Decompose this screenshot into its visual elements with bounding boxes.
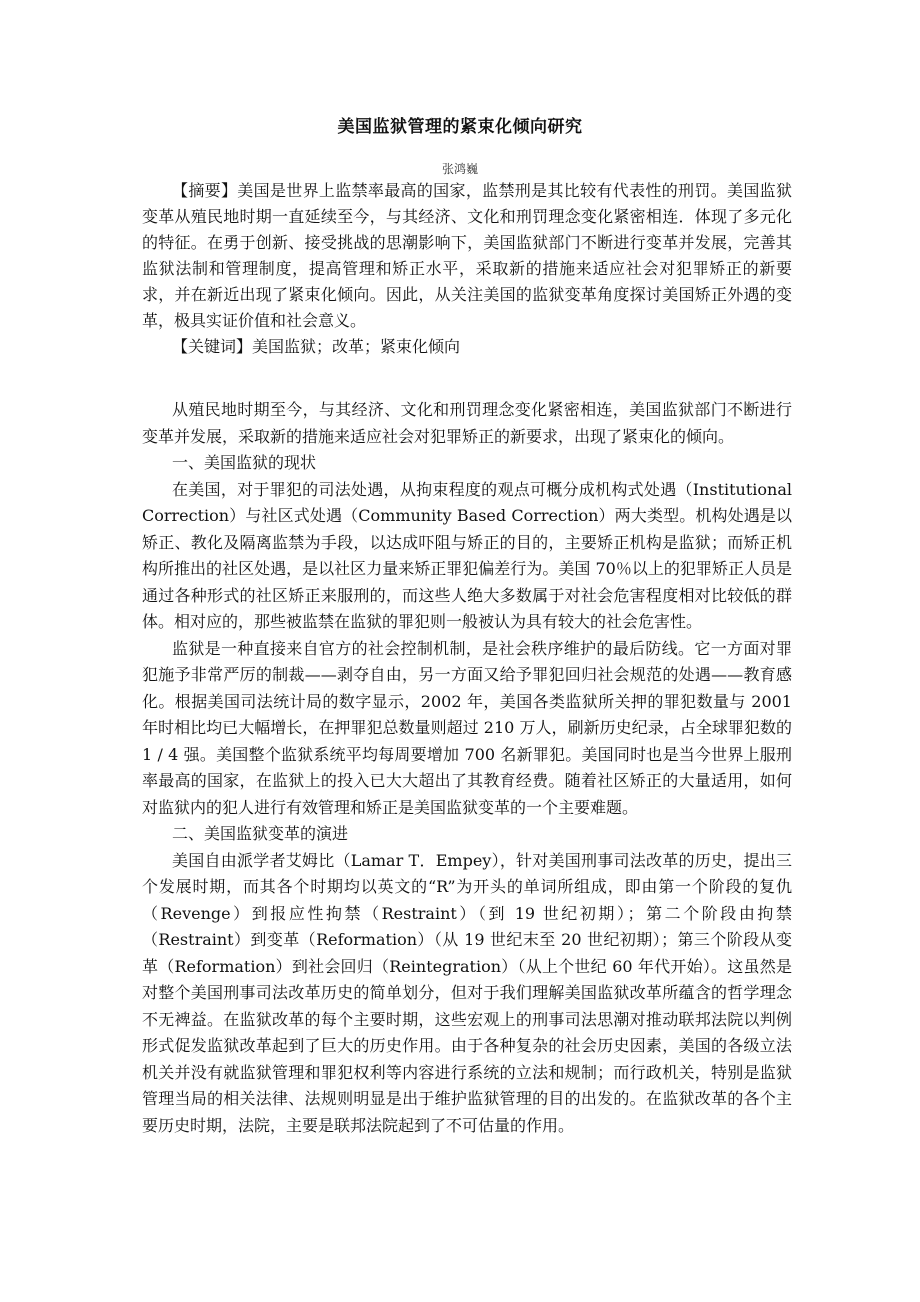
keywords-line: 【关键词】美国监狱；改革；紧束化倾向 [172, 337, 461, 356]
abstract-summary: 【摘要】美国是世界上监禁率最高的国家，监禁刑是其比较有代表性的刑罚。美国监狱变革从殖民地时期一直延续至今，与其经济、文化和刑罚理念变化紧密相连．体现了多元化的特征。在勇于创新、接受挑战的思潮影响下，美国监狱部门不断进行变革并发展，完善其监狱法制和管理制度，提高管理和矫正水平，采取新的措施来适应社会对犯罪矫正的新要求，并在新近出现了紧束化倾向。因此，从关注美国的监狱变革角度探讨美国矫正外遇的变革，极具实证价值和社会意义。 [142, 181, 792, 330]
section1-paragraph-1: 在美国，对于罪犯的司法处遇，从拘束程度的观点可概分成机构式处遇（Institutional Correction）与社区式处遇（Community Based Correction）两大类型。机构处遇是以矫正、教化及隔离监禁为手段，以达成吓阻与矫正的目的，主要矫正机构是监狱；而矫正机构所推出的社区处遇，是以社区力量来矫正罪犯偏差行为。美国 70％以上的犯罪矫正人员是通过各种形式的社区矫正来服刑的，而这些人绝大多数属于对社会危害程度相对比较低的群体。相对应的，那些被监禁在监狱的罪犯则一般被认为具有较大的社会危害性。 [142, 479, 792, 631]
section1-paragraph-2: 监狱是一种直接来自官方的社会控制机制，是社会秩序维护的最后防线。它一方面对罪犯施予非常严厉的制裁——剥夺自由，另一方面又给予罪犯回归社会规范的处遇——教育感化。根据美国司法统计局的数字显示，2002 年，美国各类监狱所关押的罪犯数量与 2001 年时相比均已大幅增长，在押罪犯总数量则超过 210 万人，刷新历史纪录，占全球罪犯数的 1 / 4 强。美国整个监狱系统平均每周要增加 700 名新罪犯。美国同时也是当今世界上服刑率最高的国家，在监狱上的投入已大大超出了其教育经费。随着社区矫正的大量适用，如何对监狱内的犯人进行有效管理和矫正是美国监狱变革的一个主要难题。 [142, 638, 792, 817]
article-title: 美国监狱管理的紧束化倾向研究 [337, 117, 583, 137]
section-heading-2: 二、美国监狱变革的演进 [172, 824, 349, 843]
abstract-section [142, 178, 792, 360]
intro-paragraph: 从殖民地时期至今，与其经济、文化和刑罚理念变化紧密相连，美国监狱部门不断进行变革并发展，采取新的措施来适应社会对犯罪矫正的新要求，出现了紧束化的倾向。 [142, 400, 792, 446]
article-body [142, 397, 792, 1139]
article-author: 张鸿巍 [441, 162, 478, 176]
section2-paragraph-1: 美国自由派学者艾姆比（Lamar T．Empey），针对美国刑事司法改革的历史，提出三个发展时期，而其各个时期均以英文的“R”为开头的单词所组成，即由第一个阶段的复仇（Revenge）到报应性拘禁（Restraint）（到 19 世纪初期）；第二个阶段由拘禁（Restraint）到变革（Reformation）（从 19 世纪末至 20 世纪初期）；第三个阶段从变革（Reformation）到社会回归（Reintegration）（从上个世纪 60 年代开始）。这虽然是对整个美国刑事司法改革历史的简单划分，但对于我们理解美国监狱改革所蕴含的哲学理念不无裨益。在监狱改革的每个主要时期，这些宏观上的刑事司法思潮对推动联邦法院以判例形式促发监狱改革起到了巨大的历史作用。由于各种复杂的社会历史因素，美国的各级立法机关并没有就监狱管理和罪犯权利等内容进行系统的立法和规制；而行政机关，特别是监狱管理当局的相关法律、法规则明显是出于维护监狱管理的目的出发的。在监狱改革的各个主要历史时期，法院，主要是联邦法院起到了不可估量的作用。 [142, 850, 792, 1135]
section-heading-1: 一、美国监狱的现状 [172, 453, 317, 472]
